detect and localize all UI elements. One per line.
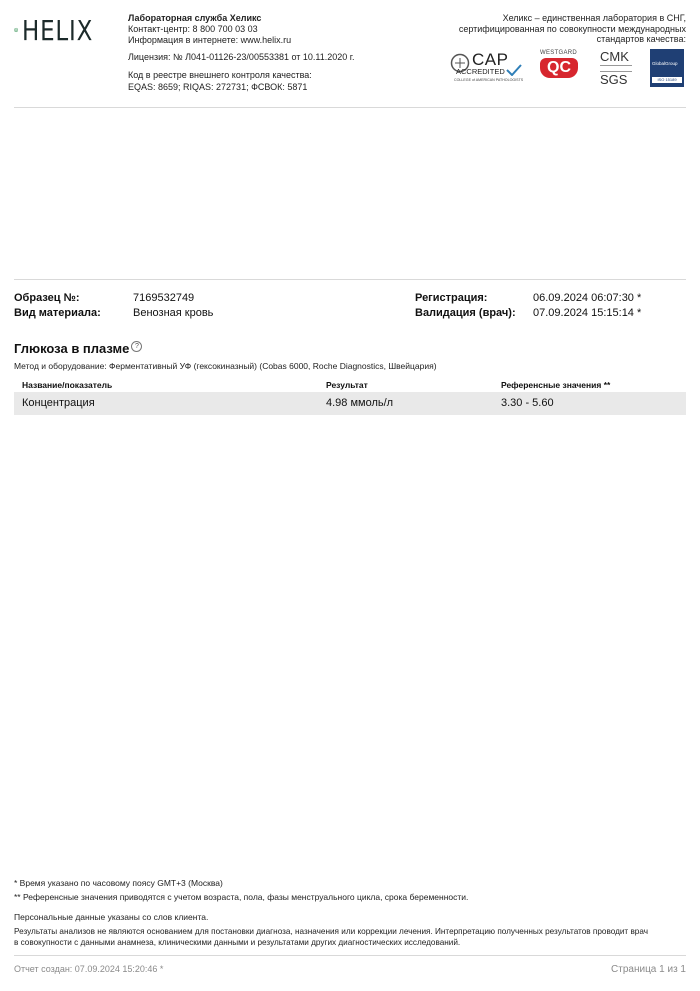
cmk-divider [600,65,632,72]
cap-text: CAP [472,50,509,69]
registration-value: 06.09.2024 06:07:30 * [533,292,642,304]
qc-registry [128,69,312,93]
validation-value: 07.09.2024 15:15:14 * [533,307,642,319]
checkmark-icon [506,64,522,76]
certification-note-line: Хеликс – единственная лаборатория в СНГ, [502,13,686,23]
material-value: Венозная кровь [133,307,214,319]
test-title [14,341,142,356]
brand-name: HELIX [22,13,94,47]
qc-text: QC [540,58,578,78]
contact-center: Контакт-центр: 8 800 700 03 03 [128,24,258,34]
helix-logo-icon [14,15,18,45]
iso-badge [650,49,684,87]
test-method: Метод и оборудование: Ферментативный УФ (гексокиназный) (Cobas 6000, Roche Diagnostics, Швейцария) [14,361,437,371]
certification-note-line: сертифицированная по совокупности международных [458,23,686,34]
qc-registry-codes: EQAS: 8659; RIQAS: 272731; ФСВОК: 5871 [128,82,308,92]
sample-number-label: Образец №: [14,292,80,304]
row-name: Концентрация [22,397,95,409]
row-result: 4.98 ммоль/л [326,397,394,409]
lab-name: Лабораторная служба Хеликс [128,13,262,23]
cap-accredited-badge [450,52,528,86]
helix-logo [14,12,109,48]
test-title-text: Глюкоза в плазме [14,341,130,356]
westgard-text: WESTGARD [540,50,578,56]
sample-number-value: 7169532749 [133,292,195,304]
disclaimer-line: Результаты анализов не являются основанием для постановки диагноза, назначения или коррекции лечения. Интерпретацию полученных результатов проводит врач [14,927,648,936]
certification-badges [450,50,686,90]
disclaimer [14,926,689,948]
qc-registry-label: Код в реестре внешнего контроля качества: [128,70,312,80]
column-header-result: Результат [326,380,368,390]
lab-info [128,13,291,46]
website-info: Информация в интернете: www.helix.ru [128,35,292,45]
header-divider [14,107,686,108]
reference-footnote: ** Референсные значения приводятся с учетом возраста, пола, фазы менструального цикла, срока беременности. [14,892,469,902]
iso-15189-text: ISO 15189 [652,77,682,83]
material-label: Вид материала: [14,307,101,319]
cap-college-text: COLLEGE of AMERICAN PATHOLOGISTS [454,78,524,82]
report-created: Отчет создан: 07.09.2024 15:20:46 * [14,964,164,974]
validation-label: Валидация (врач): [415,307,516,319]
help-icon[interactable]: ? [131,341,142,352]
personal-data-note: Персональные данные указаны со слов клиента. [14,912,209,922]
certification-note-line: стандартов качества: [596,34,686,44]
time-footnote: * Время указано по часовому поясу GMT+3 (Москва) [14,878,223,888]
cmk-sgs-badge [600,50,636,88]
column-header-name: Название/показатель [22,380,113,390]
certification-note [446,13,686,45]
westgard-qc-badge [540,50,582,82]
disclaimer-line: в совокупности с данными анамнеза, клиническими данными и результатами других диагностических исследований. [14,938,461,947]
row-reference: 3.30 - 5.60 [501,397,554,409]
license-info: Лицензия: № Л041-01126-23/00553381 от 10.11.2020 г. [128,52,355,62]
sgs-text: SGS [600,72,628,87]
footer-divider [14,955,686,956]
cap-accredited-text: ACCREDITED [456,67,505,76]
registration-label: Регистрация: [415,292,488,304]
page-number: Страница 1 из 1 [611,964,686,975]
info-divider [14,279,686,280]
cmk-text: CMK [600,49,629,64]
global-group-text: GlobalGroup [652,61,678,66]
column-header-reference: Референсные значения ** [501,380,611,390]
